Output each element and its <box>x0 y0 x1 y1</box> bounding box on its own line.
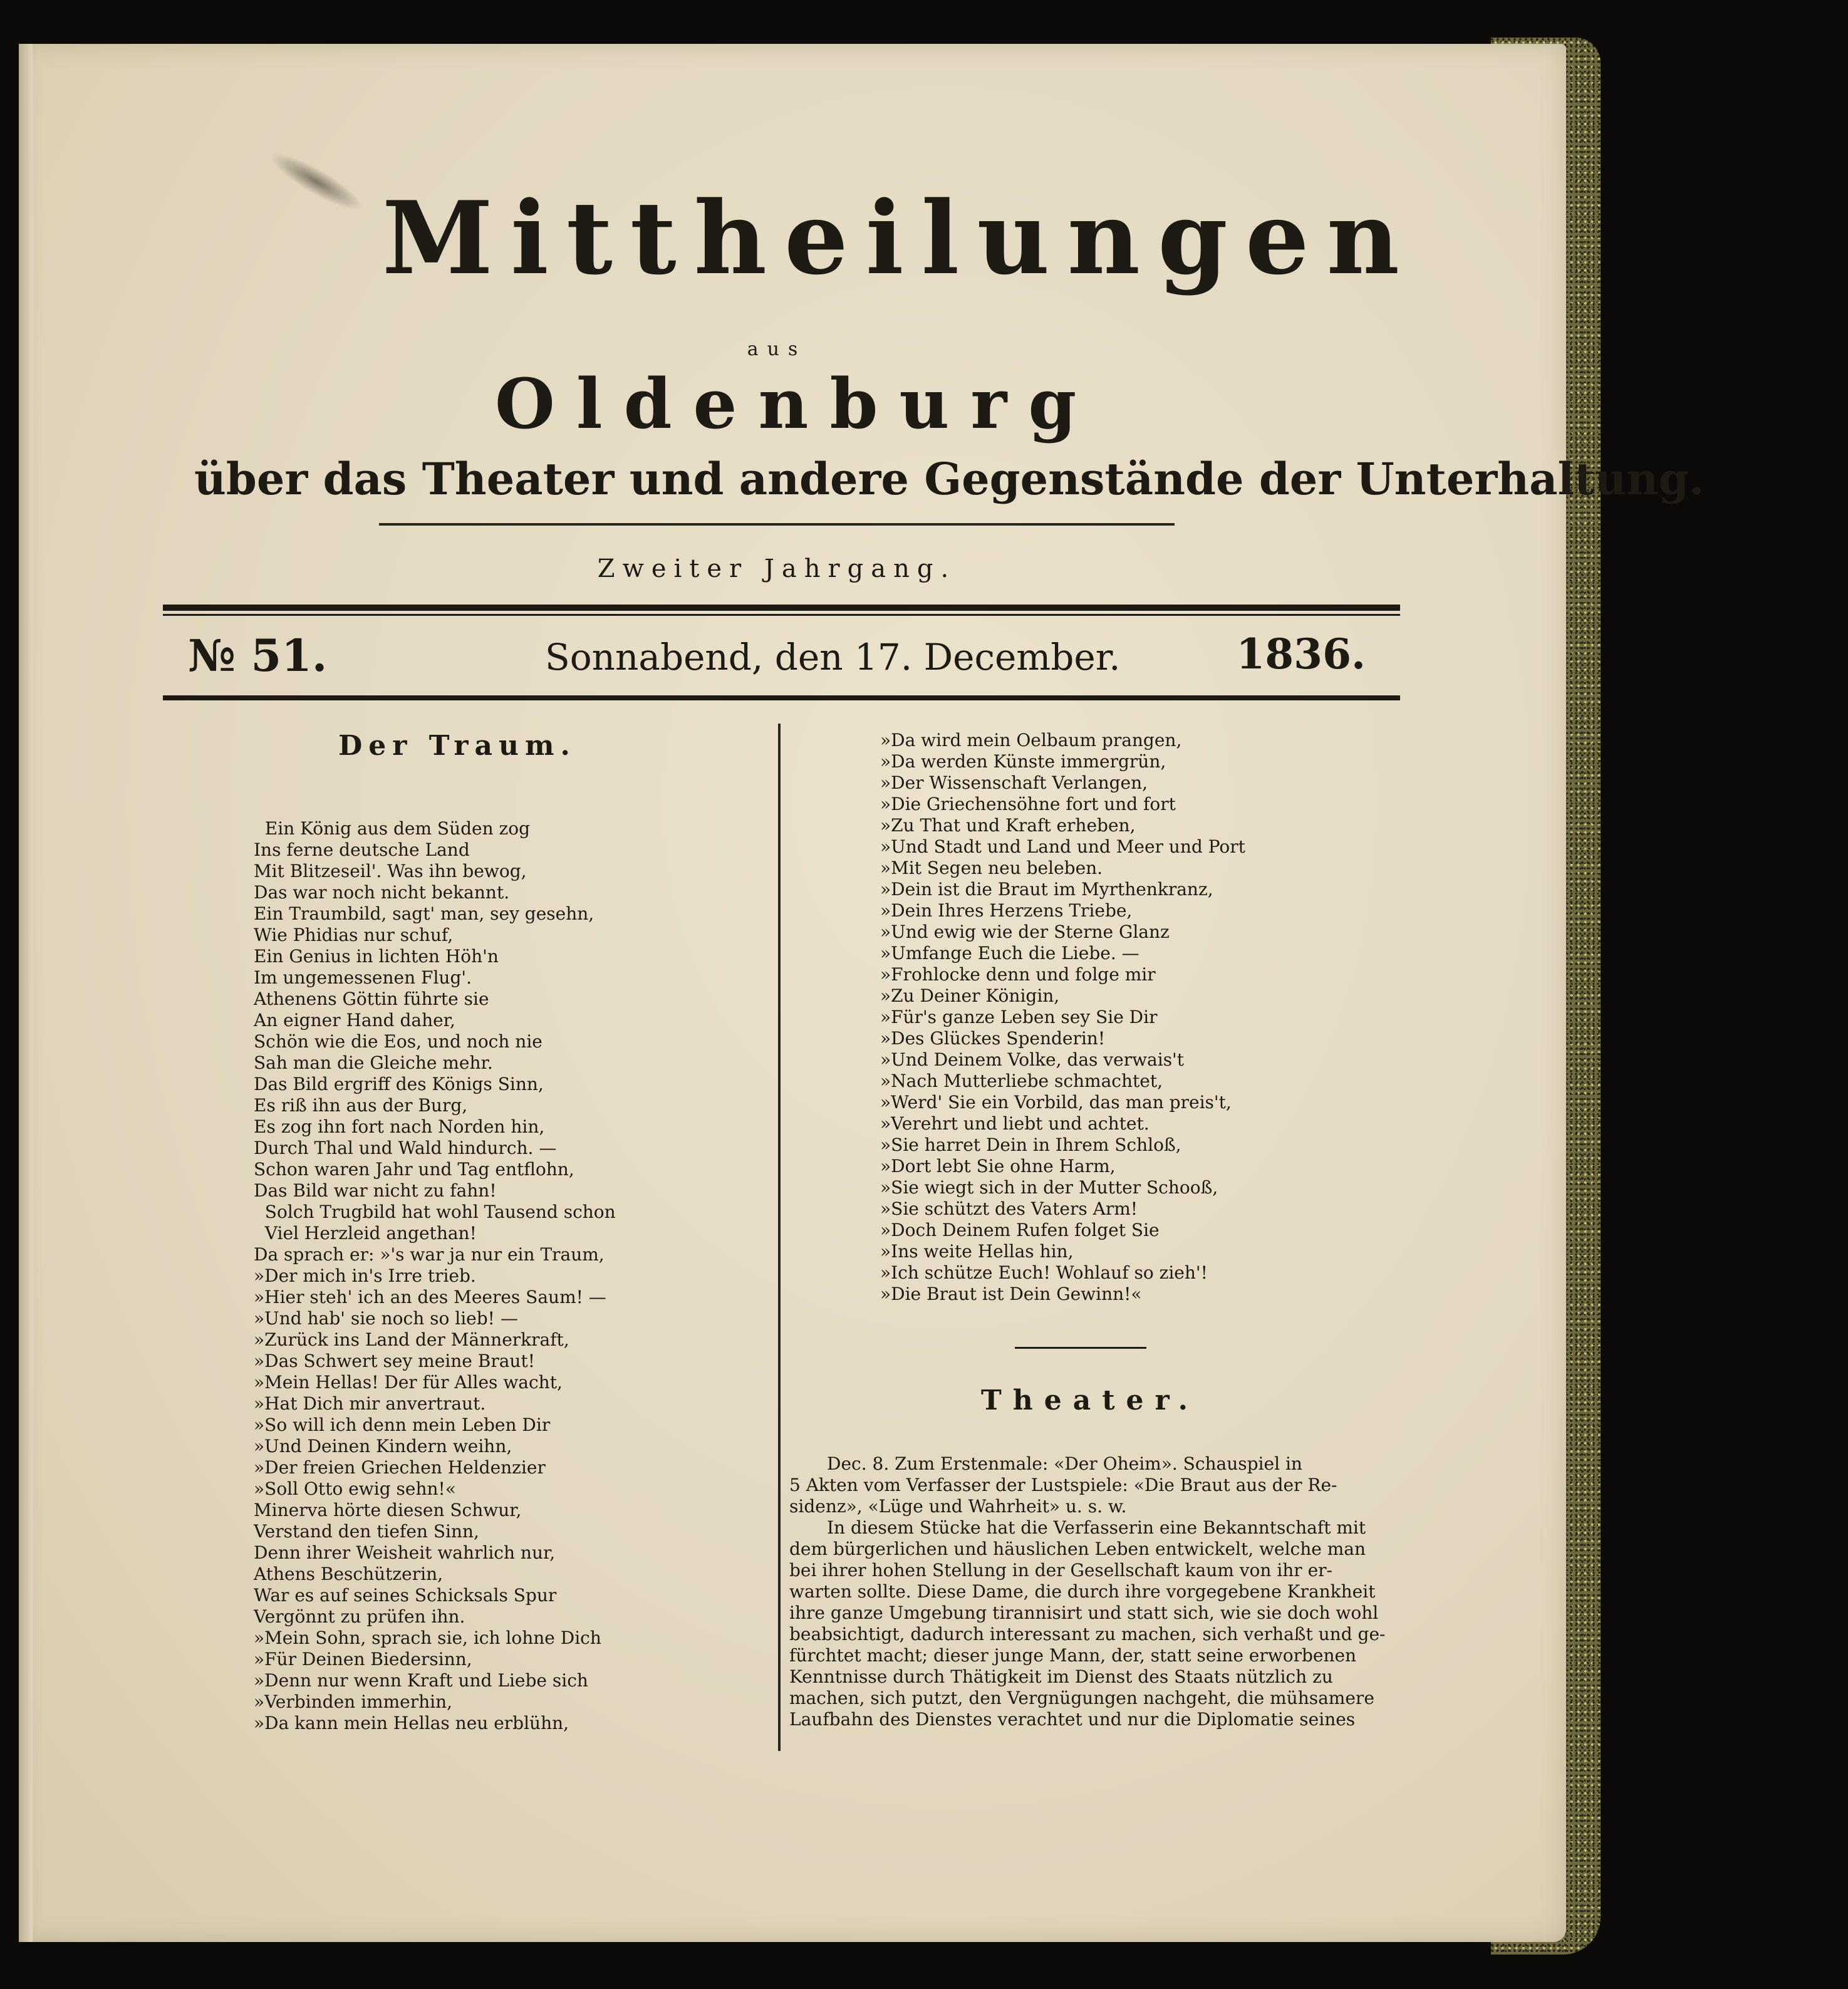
text-line: Das war noch nicht bekannt. <box>254 882 510 903</box>
text-line: Athens Beschützerin, <box>254 1564 443 1584</box>
text-line: Ein Genius in lichten Höh'n <box>254 946 499 967</box>
theater-review-text <box>789 1453 1413 1730</box>
text-line: »Sie harret Dein in Ihrem Schloß, <box>880 1135 1181 1155</box>
text-line: »Mit Segen neu beleben. <box>880 858 1103 878</box>
text-line: ihre ganze Umgebung tirannisirt und statt sich, wie sie doch wohl <box>789 1602 1379 1623</box>
text-line: Ins ferne deutsche Land <box>254 839 470 860</box>
text-line: Schon waren Jahr und Tag entflohn, <box>254 1159 574 1180</box>
text-line: bei ihrer hohen Stellung in der Gesellschaft kaum von ihr er- <box>789 1560 1333 1581</box>
issue-rule-bottom <box>163 695 1400 700</box>
text-line: »Der mich in's Irre trieb. <box>254 1265 476 1286</box>
text-line: Es riß ihn aus der Burg, <box>254 1095 468 1116</box>
text-line: »Da kann mein Hellas neu erblühn, <box>254 1713 569 1733</box>
text-line: »Da wird mein Oelbaum prangen, <box>880 730 1182 750</box>
masthead-subtitle: über das Theater und andere Gegenstände der Unterhaltung. <box>194 453 1705 505</box>
masthead-connector: aus <box>747 338 807 360</box>
text-line: sidenz», «Lüge und Wahrheit» u. s. w. <box>789 1496 1127 1517</box>
text-line: Das Bild ergriff des Königs Sinn, <box>254 1074 544 1094</box>
text-line: »Sie wiegt sich in der Mutter Schooß, <box>880 1177 1218 1198</box>
text-line: »Für Deinen Biedersinn, <box>254 1649 472 1670</box>
text-line: »Frohlocke denn und folge mir <box>880 964 1156 985</box>
text-line: »Und Stadt und Land und Meer und Port <box>880 836 1245 857</box>
text-line: »Da werden Künste immergrün, <box>880 751 1166 772</box>
text-line: »Verehrt und liebt und achtet. <box>880 1113 1150 1134</box>
text-line: »Hat Dich mir anvertraut. <box>254 1393 486 1414</box>
theater-section-title: Theater. <box>980 1384 1199 1416</box>
text-line: »Ich schütze Euch! Wohlauf so zieh'! <box>880 1262 1208 1283</box>
text-line: »Zu Deiner Königin, <box>880 985 1060 1006</box>
text-line: »Zu That und Kraft erheben, <box>880 815 1136 836</box>
text-line: »Umfange Euch die Liebe. — <box>880 943 1139 963</box>
text-line: Solch Trugbild hat wohl Tausend schon <box>254 1202 616 1222</box>
text-line: fürchtet macht; dieser junge Mann, der, statt seine erworbenen <box>789 1645 1357 1666</box>
text-line: Denn ihrer Weisheit wahrlich nur, <box>254 1542 556 1563</box>
poem-title: Der Traum. <box>338 730 576 762</box>
text-line: Das Bild war nicht zu fahn! <box>254 1180 497 1201</box>
text-line: »Und Deinen Kindern weihn, <box>254 1436 512 1457</box>
text-line: »So will ich denn mein Leben Dir <box>254 1415 551 1435</box>
text-line: »Werd' Sie ein Vorbild, das man preis't, <box>880 1092 1232 1113</box>
text-line: »Die Braut ist Dein Gewinn!« <box>880 1284 1142 1304</box>
issue-rule-top-thin <box>163 614 1400 616</box>
text-line: »Mein Hellas! Der für Alles wacht, <box>254 1372 563 1393</box>
volume-label: Zweiter Jahrgang. <box>597 554 957 583</box>
text-line: »Soll Otto ewig sehn!« <box>254 1478 456 1499</box>
text-line: warten sollte. Diese Dame, die durch ihre vorgegebene Krankheit <box>789 1581 1376 1602</box>
text-line: machen, sich putzt, den Vergnügungen nachgeht, die mühsamere <box>789 1688 1374 1708</box>
text-line: Ein König aus dem Süden zog <box>254 818 531 839</box>
text-line: Dec. 8. Zum Erstenmale: «Der Oheim». Schauspiel in <box>827 1453 1302 1474</box>
text-line: »Der freien Griechen Heldenzier <box>254 1457 546 1478</box>
column-divider <box>778 724 781 1751</box>
text-line: Es zog ihn fort nach Norden hin, <box>254 1116 545 1137</box>
text-line: Vergönnt zu prüfen ihn. <box>254 1606 465 1627</box>
text-line: »Die Griechensöhne fort und fort <box>880 794 1176 814</box>
text-line: Minerva hörte diesen Schwur, <box>254 1500 522 1520</box>
text-line: »Und Deinem Volke, das verwais't <box>880 1049 1185 1070</box>
text-line: 5 Akten vom Verfasser der Lustspiele: «Die Braut aus der Re- <box>789 1475 1337 1495</box>
issue-year: 1836. <box>1236 630 1366 678</box>
text-line: Durch Thal und Wald hindurch. — <box>254 1138 557 1158</box>
text-line: »Des Glückes Spenderin! <box>880 1028 1106 1049</box>
issue-rule-top <box>163 605 1400 611</box>
text-line: dem bürgerlichen und häuslichen Leben entwickelt, welche man <box>789 1539 1366 1559</box>
text-line: Laufbahn des Dienstes verachtet und nur die Diplomatie seines <box>789 1709 1356 1730</box>
text-line: Athenens Göttin führte sie <box>254 989 489 1009</box>
text-line: »Und ewig wie der Sterne Glanz <box>880 922 1170 942</box>
text-line: Mit Blitzeseil'. Was ihn bewog, <box>254 861 527 881</box>
text-line: Viel Herzleid angethan! <box>254 1223 477 1244</box>
text-line: »Hier steh' ich an des Meeres Saum! — <box>254 1287 606 1307</box>
text-line: Verstand den tiefen Sinn, <box>254 1521 479 1542</box>
text-line: »Mein Sohn, sprach sie, ich lohne Dich <box>254 1628 601 1648</box>
text-line: Sah man die Gleiche mehr. <box>254 1052 493 1073</box>
text-line: Da sprach er: »'s war ja nur ein Traum, <box>254 1244 605 1265</box>
text-line: War es auf seines Schicksals Spur <box>254 1585 557 1606</box>
text-line: In diesem Stücke hat die Verfasserin eine Bekanntschaft mit <box>827 1517 1366 1538</box>
text-line: Ein Traumbild, sagt' man, sey gesehn, <box>254 903 594 924</box>
text-line: »Dein ist die Braut im Myrthenkranz, <box>880 879 1213 900</box>
issue-number: № 51. <box>188 630 328 682</box>
masthead-title: Mittheilungen <box>382 179 1418 297</box>
poem-right-column <box>880 730 1245 1305</box>
text-line: Wie Phidias nur schuf, <box>254 925 454 945</box>
masthead-divider <box>379 523 1175 526</box>
text-line: »Doch Deinem Rufen folget Sie <box>880 1220 1160 1240</box>
text-line: Im ungemessenen Flug'. <box>254 967 472 988</box>
issue-date: Sonnabend, den 17. December. <box>545 636 1121 678</box>
page-gutter <box>19 44 33 1942</box>
text-line: »Denn nur wenn Kraft und Liebe sich <box>254 1670 588 1691</box>
text-line: »Für's ganze Leben sey Sie Dir <box>880 1007 1158 1027</box>
text-line: »Dort lebt Sie ohne Harm, <box>880 1156 1116 1176</box>
ink-smudge <box>264 144 368 219</box>
text-line: »Verbinden immerhin, <box>254 1691 453 1712</box>
section-divider <box>1015 1347 1146 1349</box>
poem-left-column <box>254 818 616 1734</box>
text-line: »Und hab' sie noch so lieb! — <box>254 1308 518 1329</box>
newspaper-page <box>19 44 1705 1942</box>
text-line: »Nach Mutterliebe schmachtet, <box>880 1071 1163 1091</box>
text-line: Kenntnisse durch Thätigkeit im Dienst des Staats nützlich zu <box>789 1666 1333 1687</box>
text-line: »Sie schützt des Vaters Arm! <box>880 1198 1138 1219</box>
text-line: beabsichtigt, dadurch interessant zu machen, sich verhaßt und ge- <box>789 1624 1386 1644</box>
text-line: »Zurück ins Land der Männerkraft, <box>254 1329 569 1350</box>
text-line: »Ins weite Hellas hin, <box>880 1241 1074 1262</box>
text-line: Schön wie die Eos, und noch nie <box>254 1031 542 1052</box>
text-line: »Der Wissenschaft Verlangen, <box>880 772 1148 793</box>
text-line: »Das Schwert sey meine Braut! <box>254 1351 535 1371</box>
issue-line <box>163 630 1400 686</box>
text-line: »Dein Ihres Herzens Triebe, <box>880 900 1133 921</box>
masthead-city: Oldenburg <box>495 363 1098 444</box>
text-line: An eigner Hand daher, <box>254 1010 455 1031</box>
